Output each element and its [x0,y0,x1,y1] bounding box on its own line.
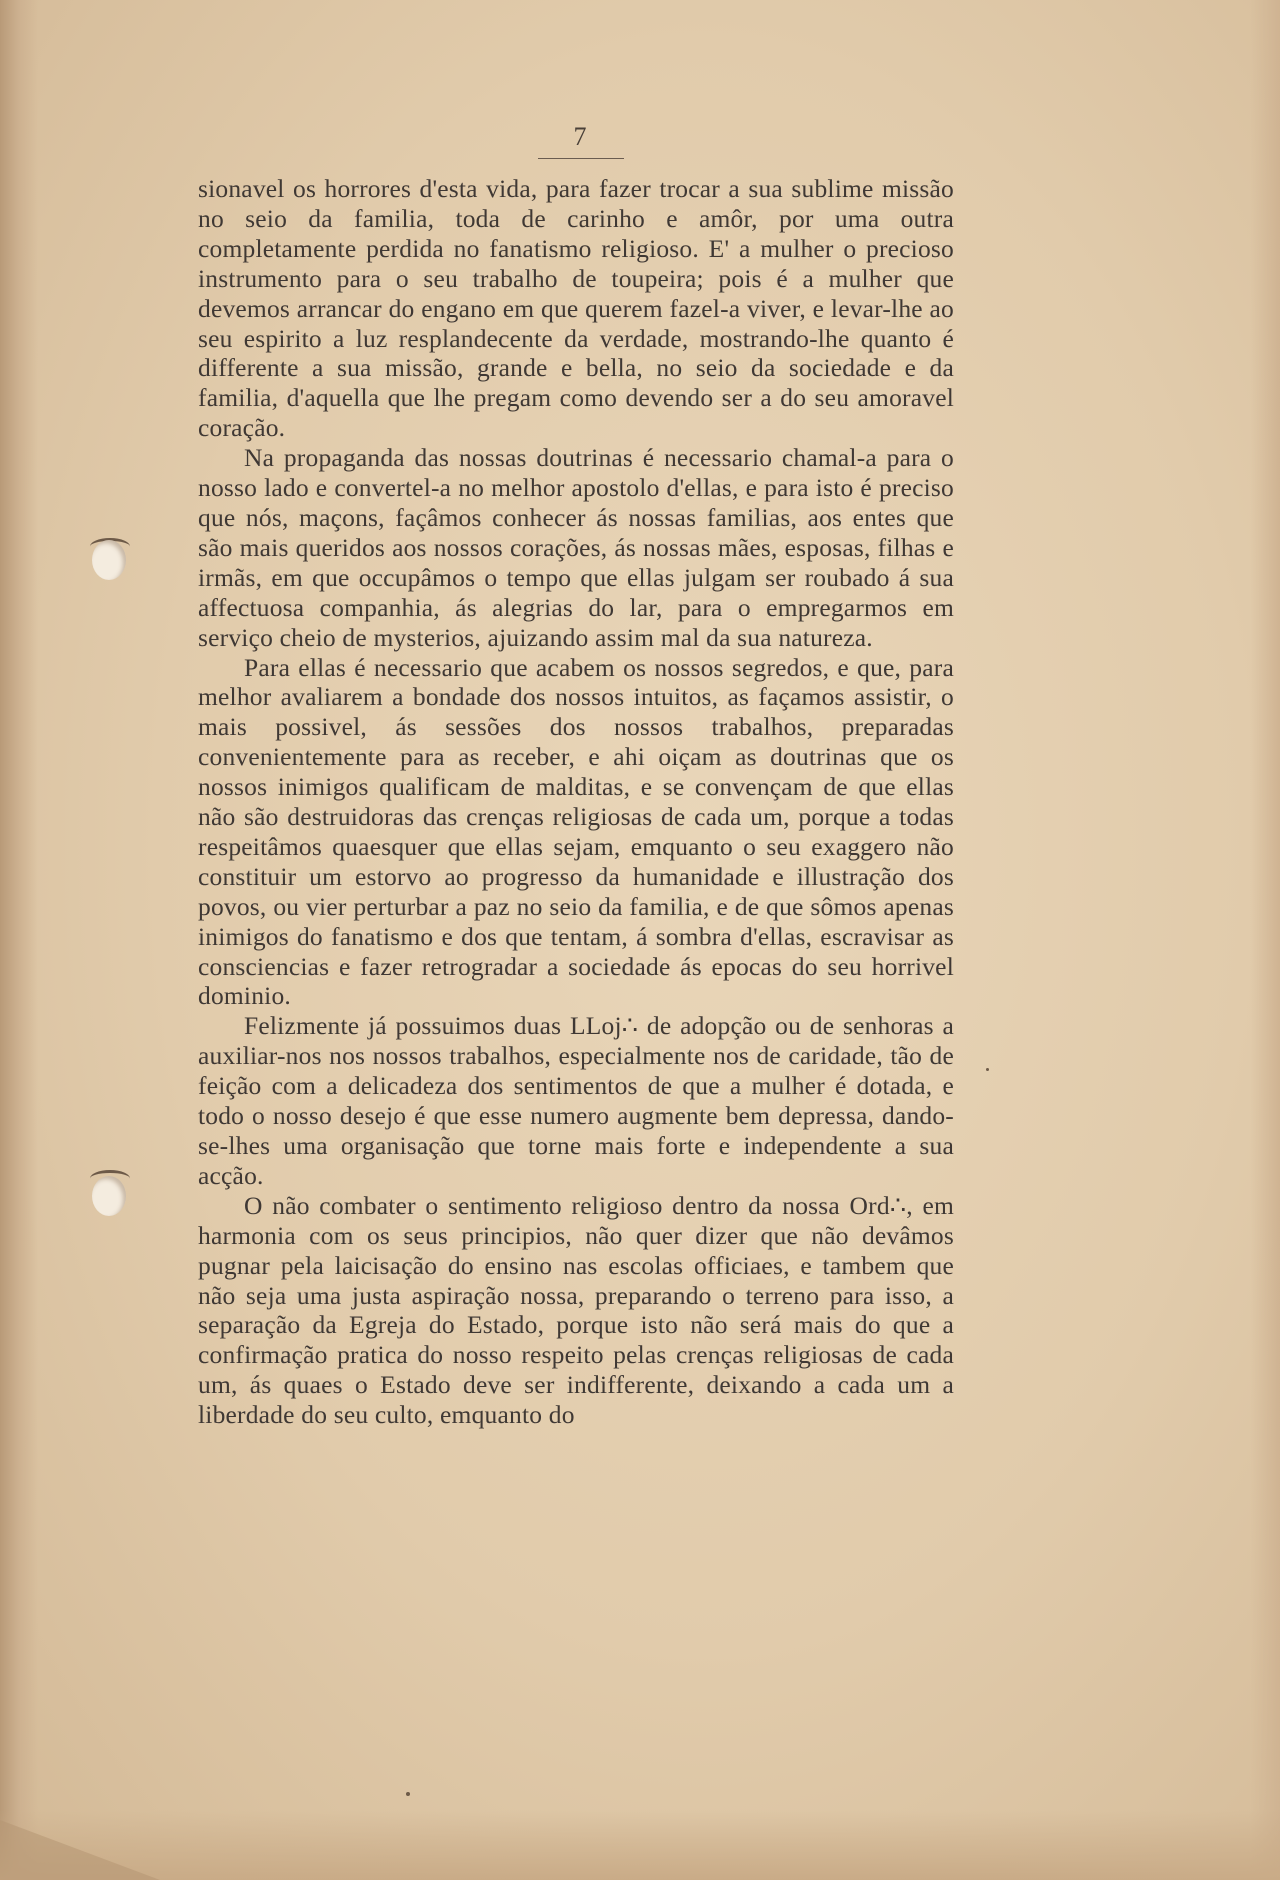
paragraph: sionavel os horrores d'esta vida, para fazer trocar a sua sublime missão no seio da familia, toda de carinho e amôr, por uma outra completamente perdida no fanatismo religioso. E' a mulher o precioso instrumento para o seu trabalho de toupeira; pois é a mulher que devemos arrancar do engano em que querem fazel-a viver, e levar-lhe ao seu espirito a luz resplandecente da verdade, mostrando-lhe quanto é differente a sua missão, grande e bella, no seio da sociedade e da familia, d'aquella que lhe pregam como devendo ser a do seu amoravel coração. [198,174,954,443]
paragraph: Na propaganda das nossas doutrinas é necessario chamal-a para o nosso lado e convertel-a no melhor apostolo d'ellas, e para isto é preciso que nós, maçons, façâmos conhecer ás nossas familias, aos entes que são mais queridos aos nossos corações, ás nossas mães, esposas, filhas e irmãs, em que occupâmos o tempo que ellas julgam ser roubado á sua affectuosa companhia, ás alegrias do lar, para o empregarmos em serviço cheio de mysterios, ajuizando assim mal da sua natureza. [198,443,954,652]
punch-hole [92,540,126,580]
page-number: 7 [573,122,587,151]
body-text [198,174,954,1430]
page-right-edge [1250,0,1280,1880]
page-left-edge [0,0,38,1880]
page-bottom-edge [0,1810,1280,1880]
punch-hole [92,1176,126,1216]
page-number-rule [538,158,624,159]
ink-speck [986,1068,989,1071]
paragraph: Felizmente já possuimos duas LLoj∴ de adopção ou de senhoras a auxiliar-nos nos nossos trabalhos, especialmente nos de caridade, tão de feição com a delicadeza dos sentimentos de que a mulher é dotada, e todo o nosso desejo é que esse numero augmente bem depressa, dando-se-lhes uma organisação que torne mais forte e independente a sua acção. [198,1011,954,1190]
paragraph: O não combater o sentimento religioso dentro da nossa Ord∴, em harmonia com os seus principios, não quer dizer que não devâmos pugnar pela laicisação do ensino nas escolas officiaes, e tambem que não seja uma justa aspiração nossa, preparando o terreno para isso, a separação da Egreja do Estado, porque isto não será mais do que a confirmação pratica do nosso respeito pelas crenças religiosas de cada um, ás quaes o Estado deve ser indifferente, deixando a cada um a liberdade do seu culto, emquanto do [198,1190,954,1430]
page-corner-wear [0,1820,160,1880]
ink-speck [406,1792,410,1796]
paragraph: Para ellas é necessario que acabem os nossos segredos, e que, para melhor avaliarem a bondade dos nossos intuitos, as façamos assistir, o mais possivel, ás sessões dos nossos trabalhos, preparadas convenientemente para as receber, e ahi oiçam as doutrinas que os nossos inimigos qualificam de malditas, e se convençam de que ellas não são destruidoras das crenças religiosas de cada um, porque a todas respeitâmos quaesquer que ellas sejam, emquanto o seu exaggero não constituir um estorvo ao progresso da humanidade e illustração dos povos, ou vier perturbar a paz no seio da familia, e de que sômos apenas inimigos do fanatismo e dos que tentam, á sombra d'ellas, escravisar as consciencias e fazer retrogradar a sociedade ás epocas do seu horrivel dominio. [198,652,954,1011]
